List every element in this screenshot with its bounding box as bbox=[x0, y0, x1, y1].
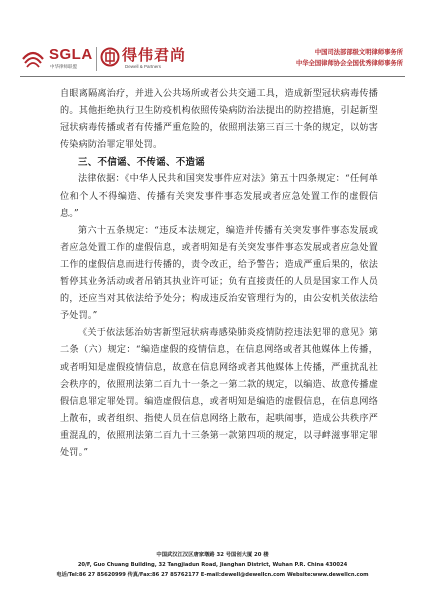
paragraph-quarantine: 自眼离隔离治疗，并进入公共场所或者公共交通工具，造成新型冠状病毒传播的。其他拒绝执行卫生防疫机构依照传染病防治法提出的防控措施，引起新型冠状病毒传播或者有传播严重危险的，依照刑法第三百三十条的规定，以妨害传染病防治罪定罪处罚。 bbox=[60, 89, 378, 151]
header-rule bbox=[20, 76, 405, 77]
section-heading-3: 三、不信谣、不传谣、不造谣 bbox=[78, 157, 206, 169]
honor-line-2: 中华全国律师协会全国优秀律师事务所 bbox=[295, 60, 403, 67]
dewell-brand-name: 得伟君尚 bbox=[122, 46, 187, 64]
dewell-brand-subtitle: Dewell & Partners bbox=[125, 64, 162, 69]
letterhead bbox=[0, 0, 425, 80]
footer-address-cn: 中国武汉江汉区唐家墩路 32 号国创大厦 20 楼 bbox=[156, 552, 269, 558]
document-body bbox=[60, 86, 378, 462]
brand-divider bbox=[96, 47, 97, 71]
paragraph-article-65: 第六十五条规定：“违反本法规定，编造并传播有关突发事件事态发展或者应急处置工作的虚假信息，或者明知是有关突发事件事态发展或者应急处置工作的虚假信息而进行传播的，责令改正，给予警告；造成严重后果的，依法暂停其业务活动或者吊销其执业许可证；负有直接责任的人员是国家工作人员的，还应当对其依法给予处分；构成违反治安管理行为的，由公安机关依法给予处罚。” bbox=[60, 225, 378, 322]
sgla-logo-icon bbox=[20, 45, 46, 71]
honor-line-1: 中国司法部部级文明律师事务所 bbox=[314, 49, 403, 56]
dewell-logo-icon bbox=[100, 46, 120, 68]
sgla-brand-name: SGLA bbox=[49, 46, 93, 63]
sgla-brand-subtitle: 中华律师联盟 bbox=[50, 64, 77, 69]
paragraph-opinion-article-2: 《关于依法惩治妨害新型冠状病毒感染肺炎疫情防控违法犯罪的意见》第二条（六）规定：“编造虚假的疫情信息，在信息网络或者其他媒体上传播，或者明知是虚假疫情信息，故意在信息网络或者其他媒体上传播，严重扰乱社会秩序的，依照刑法第二百九十一条之一第二款的规定，以编造、故意传播虚假信息罪定罪处罚。编造虚假信息，或者明知是编造的虚假信息，在信息网络上散布，或者组织、指使人员在信息网络上散布，起哄闹事，造成公共秩序严重混乱的，依照刑法第二百九十三条第一款第四项的规定，以寻衅滋事罪定罪处罚。” bbox=[60, 328, 378, 458]
footer-contact: 电话/Tel:86 27 85620999 传真/Fax:86 27 85762177 E-mail:dewell@dewellcn.com Website:www.dewellcn.com bbox=[56, 572, 369, 578]
footer-address-en: 20/F, Guo Chuang Building, 32 Tangjiadun Road, Jianghan District, Wuhan P.R. China 430024 bbox=[77, 562, 348, 568]
paragraph-legal-basis: 法律依据：《中华人民共和国突发事件应对法》第五十四条规定：“任何单位和个人不得编造、传播有关突发事件事态发展或者应急处置工作的虚假信息。” bbox=[60, 174, 378, 219]
letterhead-footer bbox=[0, 550, 425, 580]
